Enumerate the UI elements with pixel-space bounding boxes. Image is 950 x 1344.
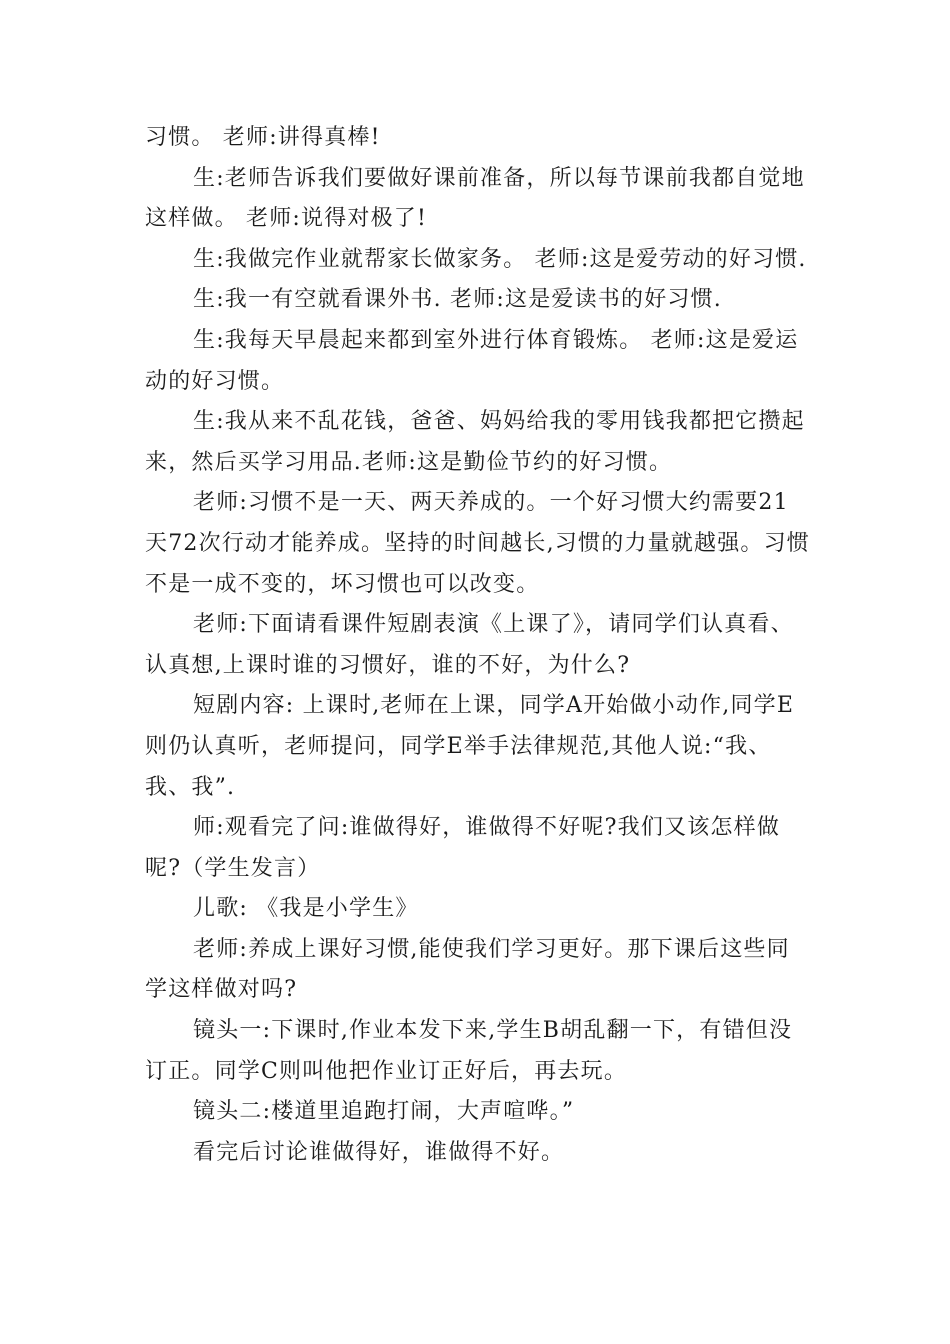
paragraph: 生:老师告诉我们要做好课前准备，所以每节课前我都自觉地这样做。 老师:说得对极了! [145, 165, 805, 232]
paragraph: 儿歌: 《我是小学生》 [193, 896, 419, 922]
paragraph: 习惯。 老师:讲得真棒! [145, 125, 381, 150]
document-page [145, 118, 810, 1173]
paragraph: 短剧内容: 上课时,老师在上课，同学A开始做小动作,同学E则仍认真听，老师提问，同学E举手法律规范,其他人说:“我、我、我”. [145, 693, 795, 800]
paragraph: 生:我一有空就看课外书. 老师:这是爱读书的好习惯. [193, 287, 723, 313]
paragraph: 老师:习惯不是一天、两天养成的。一个好习惯大约需要21天72次行动才能养成。坚持的时间越长,习惯的力量就越强。习惯不是一成不变的，坏习惯也可以改变。 [145, 490, 810, 597]
paragraph: 老师:养成上课好习惯,能使我们学习更好。那下课后这些同学这样做对吗? [145, 936, 790, 1003]
paragraph: 镜头一:下课时,作业本发下来,学生B胡乱翻一下，有错但没订正。同学C则叫他把作业订正好后，再去玩。 [145, 1018, 793, 1084]
paragraph: 师:观看完了问:谁做得好，谁做得不好呢?我们又该怎样做呢?（学生发言） [145, 815, 781, 881]
paragraph: 生:我从来不乱花钱，爸爸、妈妈给我的零用钱我都把它攒起来，然后买学习用品.老师:这是勤俭节约的好习惯。 [145, 409, 805, 475]
paragraph: 老师:下面请看课件短剧表演《上课了》，请同学们认真看、认真想,上课时谁的习惯好，谁的不好，为什么? [145, 612, 794, 678]
paragraph: 生:我每天早晨起来都到室外进行体育锻炼。 老师:这是爱运动的好习惯。 [145, 327, 799, 394]
paragraph: 生:我做完作业就帮家长做家务。 老师:这是爱劳动的好习惯. [193, 246, 807, 272]
paragraph: 看完后讨论谁做得好，谁做得不好。 [193, 1139, 565, 1165]
paragraph: 镜头二:楼道里追跑打闹，大声喧哗。” [193, 1099, 575, 1125]
